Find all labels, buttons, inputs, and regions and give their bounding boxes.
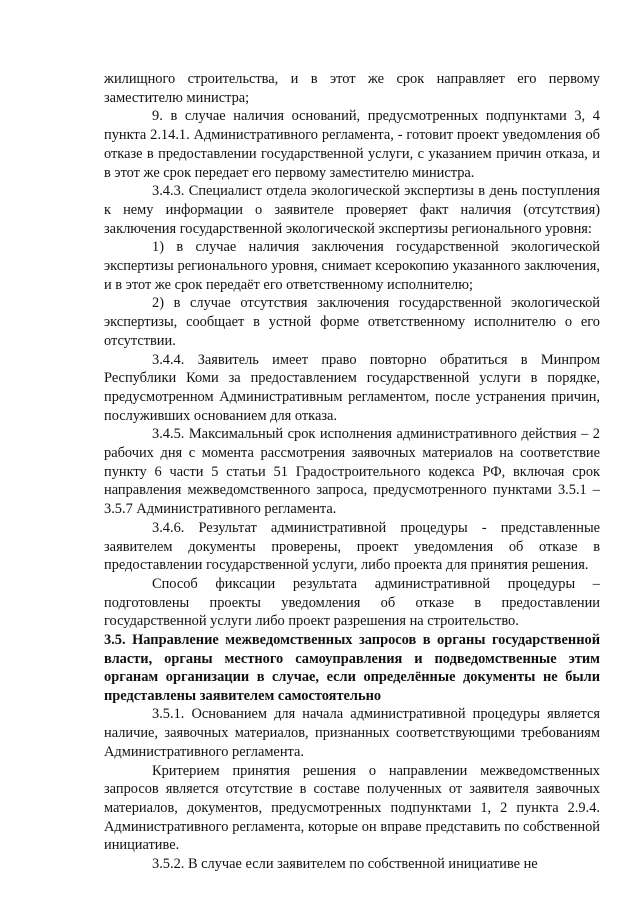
paragraph-continuation: жилищного строительства, и в этот же срок направляет его первому заместителю министра; [104, 71, 600, 106]
paragraph-case-1: 1) в случае наличия заключения государственной экологической экспертизы регионального уровня, снимает ксерокопию указанного заключения, и в этот же срок передаёт его ответственному исполнителю; [104, 239, 600, 293]
paragraph-item-9: 9. в случае наличия оснований, предусмотренных подпунктами 3, 4 пункта 2.14.1. Административного регламента, - готовит проект уведомления об отказе в предоставлении государственной услуги, с указанием причин отказа, и в этот же срок передает его первому заместителю министра. [104, 108, 600, 181]
paragraph-criterion: Критерием принятия решения о направлении межведомственных запросов является отсутствие в составе полученных от заявителя заявочных материалов, документов, предусмотренных подпунктами 1, 2 пункта 2.9.4. Административного регламента, которые он вправе представить по собственной инициативе. [104, 762, 600, 854]
paragraph-3-5-2: 3.5.2. В случае если заявителем по собственной инициативе не [152, 856, 538, 873]
paragraph-3-4-6: 3.4.6. Результат административной процедуры - представленные заявителем документы проверены, проект уведомления об отказе в предоставлении государственной услуги, либо проекта для принятия решения. [104, 519, 600, 574]
paragraph-3-4-3: 3.4.3. Специалист отдела экологической экспертизы в день поступления к нему информации о заявителе проверяет факт наличия (отсутствия) заключения государственной экологической экспертизы регионального уровня: [104, 183, 600, 237]
paragraph-3-5-1: 3.5.1. Основанием для начала административной процедуры является наличие, заявочных материалов, признанных соответствующими требованиям Административного регламента. [104, 706, 600, 760]
paragraph-3-4-5: 3.4.5. Максимальный срок исполнения административного действия – 2 рабочих дня с момента рассмотрения заявочных материалов на соответствие пункту 6 части 5 статьи 51 Градостроительного кодекса РФ, включая срок направления межведомственного запроса, предусмотренного пунктами 3.5.1 – 3.5.7 Административного регламента. [104, 426, 600, 518]
section-heading: 3.5. Направление межведомственных запросов в органы государственной власти, органы местного самоуправления и подведомственные этим органам организации в случае, если определённые документы не были представлены заявителем самостоятельно [104, 632, 600, 704]
paragraph-fixation-method: Способ фиксации результата административной процедуры – подготовлены проекты уведомления об отказе в предоставлении государственной услуги либо проект разрешения на строительство. [104, 575, 600, 630]
document-page [104, 70, 600, 874]
paragraph-3-4-4: 3.4.4. Заявитель имеет право повторно обратиться в Минпром Республики Коми за предоставлением государственной услуги в порядке, предусмотренном Административным регламентом, после устранения причин, послуживших основанием для отказа. [104, 351, 600, 424]
paragraph-case-2: 2) в случае отсутствия заключения государственной экологической экспертизы, сообщает в устной форме ответственному исполнителю о его отсутствии. [104, 295, 600, 349]
